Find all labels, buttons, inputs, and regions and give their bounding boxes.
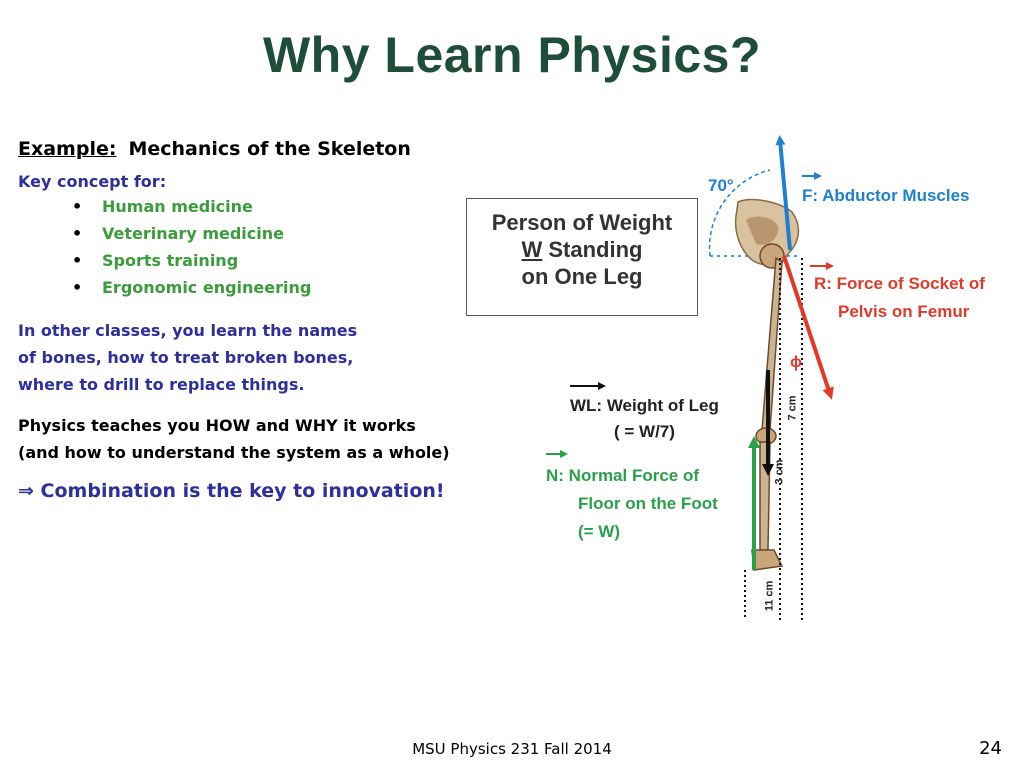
example-text: Mechanics of the Skeleton	[128, 138, 411, 160]
normal-label-2: Floor on the Foot	[578, 494, 718, 513]
socket-label-2: Pelvis on Femur	[838, 302, 970, 321]
list-item: • Human medicine	[72, 197, 253, 216]
page-number: 24	[979, 738, 1002, 759]
bullet-icon: •	[72, 197, 83, 216]
example-label: Example:	[18, 138, 117, 160]
list-item: • Ergonomic engineering	[72, 278, 312, 297]
combination-text: Combination is the key to innovation!	[40, 480, 445, 502]
normal-label-1: N: Normal Force of	[546, 466, 700, 485]
example-line	[18, 138, 488, 160]
other-classes-paragraph: In other classes, you learn the names of bones, how to treat broken bones, where to drill to replace things.	[18, 321, 358, 394]
list-item: • Sports training	[72, 251, 239, 270]
weight-leg-label-1: WL: Weight of Leg	[570, 396, 719, 415]
normal-label-3: (= W)	[578, 522, 621, 541]
key-concept-list	[18, 197, 488, 297]
bullet-icon: •	[72, 224, 83, 243]
foot-bones	[752, 550, 782, 570]
dimension-11cm: 11 cm	[763, 580, 776, 612]
socket-label-1: R: Force of Socket of	[814, 274, 985, 293]
implies-icon: ⇒	[18, 480, 34, 502]
left-column	[18, 138, 488, 502]
key-concept-heading: Key concept for:	[18, 172, 167, 191]
combination-line	[18, 480, 488, 502]
bullet-icon: •	[72, 251, 83, 270]
dimension-3cm: 3 cm	[773, 459, 786, 485]
footer-text: MSU Physics 231 Fall 2014	[412, 740, 612, 758]
weight-leg-label-2: ( = W/7)	[614, 422, 675, 441]
angle-label: 70°	[708, 176, 734, 195]
list-item: • Veterinary medicine	[72, 224, 284, 243]
person-weight-box: Person of Weight W Standing on One Leg	[466, 198, 698, 316]
phi-label: ϕ	[790, 354, 802, 371]
slide-title: Why Learn Physics?	[262, 27, 762, 83]
abductor-label: F: Abductor Muscles	[802, 186, 970, 205]
physics-paragraph: Physics teaches you HOW and WHY it works (and how to understand the system as a whole)	[18, 416, 450, 462]
dimension-7cm: 7 cm	[786, 395, 799, 421]
bullet-icon: •	[72, 278, 83, 297]
